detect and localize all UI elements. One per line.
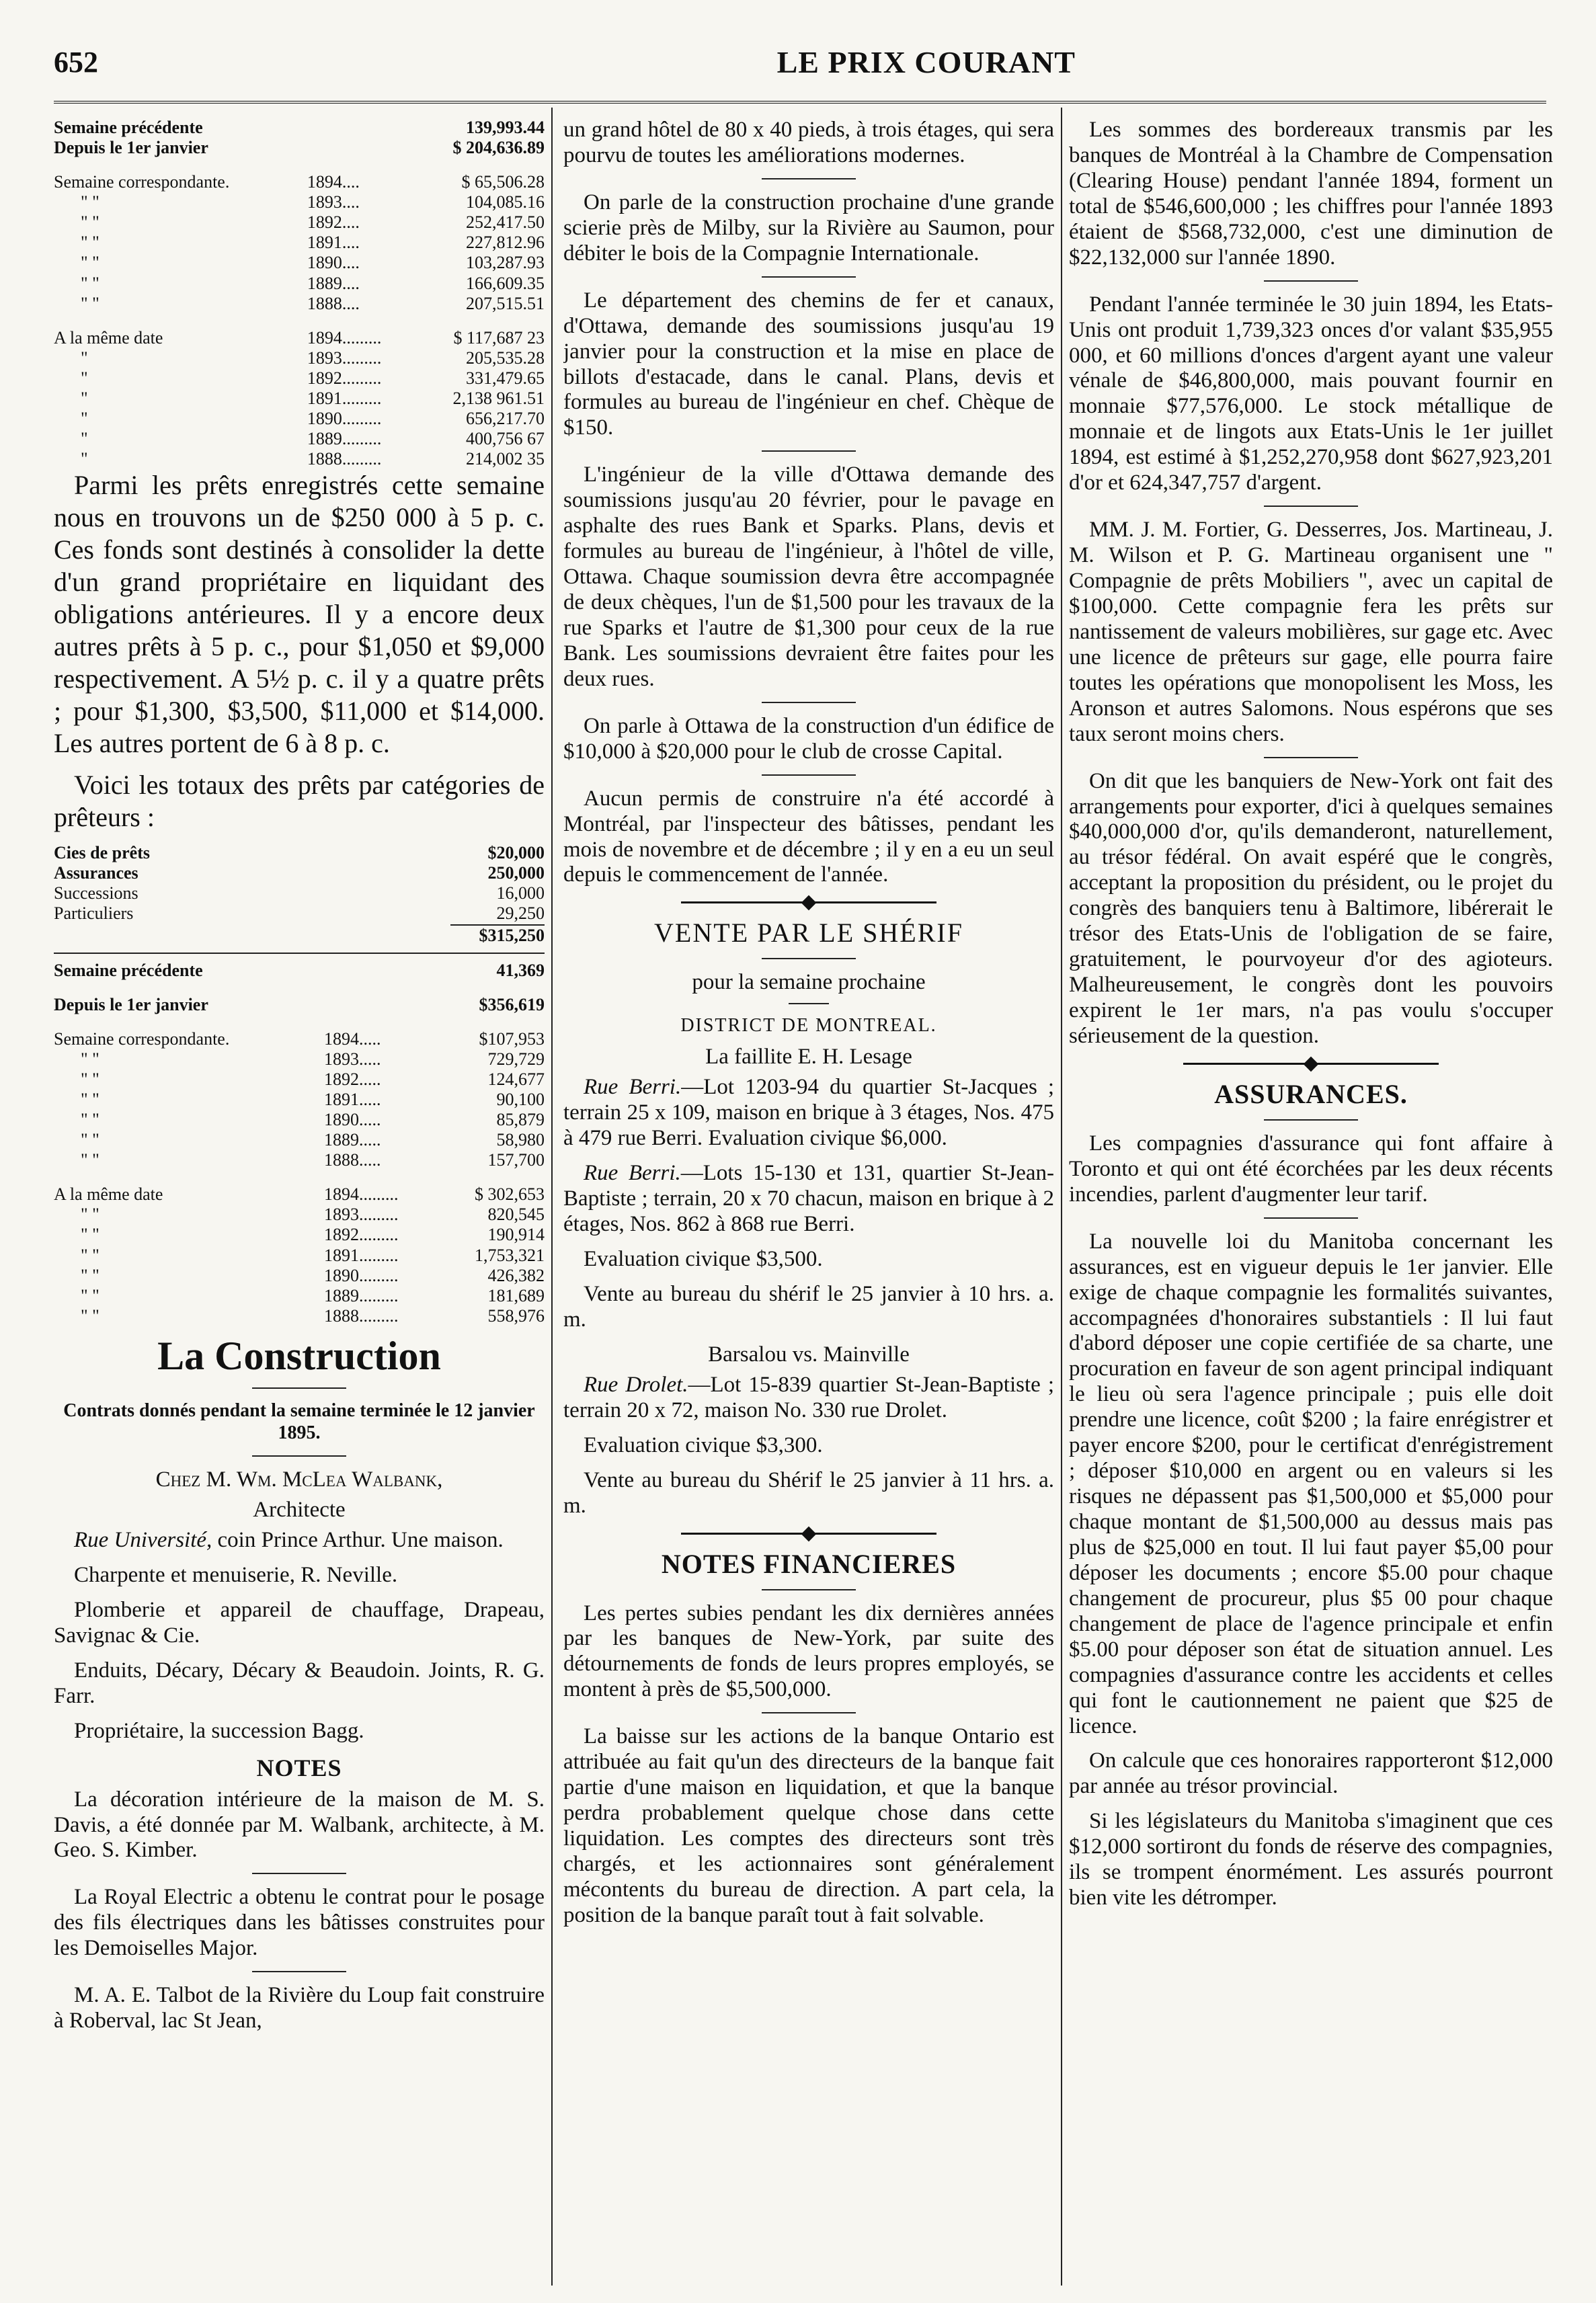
table-row <box>54 389 545 409</box>
rule <box>762 1589 856 1590</box>
row-label: Successions <box>54 883 138 903</box>
sheriff-subtitle: pour la semaine prochaine <box>692 970 926 995</box>
column-1 <box>54 118 545 2279</box>
rule <box>762 450 856 452</box>
table-row <box>54 348 545 368</box>
row-year: 1892..... <box>323 1069 381 1089</box>
row-label: " " <box>81 253 99 273</box>
architect-line: Chez M. Wm. McLea Walbank, <box>155 1467 443 1492</box>
table-row <box>54 1205 545 1225</box>
table-row <box>54 253 545 273</box>
row-year <box>320 961 438 981</box>
rule <box>762 774 856 776</box>
table-row <box>54 1015 545 1049</box>
rule <box>252 1455 346 1457</box>
row-year: 1893......... <box>307 348 382 368</box>
row-label: " " <box>81 192 99 212</box>
street-name: Rue Université, <box>74 1528 212 1552</box>
column-divider <box>1061 108 1062 2286</box>
street-name: Rue Drolet. <box>584 1372 688 1397</box>
row-year <box>303 118 414 138</box>
row-label: " " <box>81 1225 99 1245</box>
row-year: 1889.... <box>307 273 360 293</box>
row-value: 104,085.16 <box>466 192 545 212</box>
table-row <box>54 961 545 981</box>
clearing-table-2 <box>54 961 545 1326</box>
table-row <box>54 903 545 924</box>
row-value: 205,535.28 <box>466 348 545 368</box>
table-row <box>54 1266 545 1286</box>
street-name: Rue Berri. <box>584 1161 681 1186</box>
row-year: 1890..... <box>323 1110 381 1130</box>
row-year: 1888......... <box>307 449 382 469</box>
row-year: 1891......... <box>323 1245 399 1265</box>
row-label: " " <box>81 1089 99 1109</box>
row-label: Depuis le 1er janvier <box>54 994 208 1014</box>
sheriff-title: VENTE PAR LE SHÉRIF <box>654 918 963 948</box>
row-label: " <box>81 368 88 388</box>
row-year: 1892......... <box>307 368 382 388</box>
row-year: 1891.... <box>307 233 360 253</box>
row-value: $ 204,636.89 <box>452 138 545 158</box>
row-year: 1889......... <box>323 1285 399 1305</box>
row-value: 331,479.65 <box>466 368 545 388</box>
rule <box>762 1712 856 1713</box>
row-label: " " <box>81 1265 99 1285</box>
paragraph: Plomberie et appareil de chauffage, Drapeau, Savignac & Cie. <box>54 1597 545 1648</box>
rule <box>252 1387 346 1389</box>
paragraph: La décoration intérieure de la maison de M. S. Davis, a été donnée par M. Walbank, architecte, à M. Geo. S. Kimber. <box>54 1787 545 1863</box>
row-value: 16,000 <box>496 883 545 903</box>
paragraph: Charpente et menuiserie, R. Neville. <box>74 1562 398 1587</box>
table-row <box>54 294 545 314</box>
rule <box>789 1003 829 1004</box>
rule <box>252 1971 346 1972</box>
paragraph: Pendant l'année terminée le 30 juin 1894, les Etats-Unis ont produit 1,739,323 onces d'or valant $35,955 000, et 60 millions d'onces d'argent ayant une valeur vénale de $46,800,000, mais pouvant fournir en monnaie $77,576,000. Le stock métallique de monnaie et de lingots aux Etats-Unis le 1er juillet 1894, est estimé à $1,252,270,958 dont $627,923,201 d'or et 624,347,757 d'argent. <box>1069 292 1553 495</box>
paragraph: Les compagnies d'assurance qui font affaire à Toronto et qui ont été écorchées par les deux récents incendies, parlent d'augmenter leur tarif. <box>1069 1131 1553 1207</box>
row-label: " <box>81 409 88 429</box>
row-value: 181,689 <box>487 1285 545 1305</box>
row-label: " " <box>81 1110 99 1130</box>
rule <box>1264 1119 1358 1121</box>
architect-title: Architecte <box>253 1498 346 1522</box>
column-2 <box>563 118 1054 2279</box>
row-year <box>303 138 414 158</box>
table-row <box>54 368 545 389</box>
row-year: 1890......... <box>307 409 382 429</box>
construction-subhead: Contrats donnés pendant la semaine terminée le 12 janvier 1895. <box>63 1400 535 1444</box>
table-row <box>54 212 545 233</box>
row-year: 1894......... <box>323 1184 399 1205</box>
row-year: 1891..... <box>323 1089 381 1109</box>
street-name: Rue Berri. <box>584 1075 682 1100</box>
construction-title: La Construction <box>157 1333 441 1378</box>
row-label: " " <box>81 1130 99 1150</box>
row-label: Semaine correspondante. <box>54 172 230 192</box>
table-row <box>54 1246 545 1266</box>
row-year: 1892......... <box>323 1225 399 1245</box>
row-year: 1888......... <box>323 1305 399 1326</box>
row-value: 227,812.96 <box>466 233 545 253</box>
notes-title: NOTES <box>256 1754 342 1781</box>
row-value: 2,138 961.51 <box>452 388 545 408</box>
table-row <box>54 1286 545 1306</box>
row-year: 1894......... <box>307 327 382 348</box>
paragraph: Parmi les prêts enregistrés cette semaine nous en trouvons un de $250 000 à 5 p. c. Ces fonds sont destinés à consolider la dette d'un grand propriétaire en liquidant des obligations antérieures. Il y a encore deux autres prêts à 5 p. c., pour $1,050 et $9,000 respectivement. A 5½ p. c. il y a quatre prêts ; pour $1,300, $3,500, $11,000 et $14,000. Les autres portent de 6 à 8 p. c. <box>54 470 545 759</box>
page-number: 652 <box>54 45 98 79</box>
rule <box>762 178 856 179</box>
row-value: 58,980 <box>496 1130 545 1150</box>
paragraph: Evaluation civique $3,300. <box>584 1432 823 1457</box>
table-row <box>54 158 545 192</box>
row-label: Cies de prêts <box>54 843 150 863</box>
paragraph <box>563 1075 1054 1152</box>
row-year: 1893.... <box>307 192 360 212</box>
lot-detail: —Lot 15-839 quartier St-Jean-Baptiste ; terrain 20 x 72, maison No. 330 rue Drolet. <box>563 1372 1054 1422</box>
paragraph: Propriétaire, la succession Bagg. <box>74 1718 364 1743</box>
row-value: $ 302,653 <box>475 1184 545 1205</box>
row-value: 90,100 <box>496 1089 545 1109</box>
row-label: Particuliers <box>54 903 134 924</box>
row-label: " <box>81 348 88 368</box>
row-year: 1890......... <box>323 1265 399 1285</box>
row-label: Depuis le 1er janvier <box>54 138 208 158</box>
rule <box>1264 757 1358 758</box>
row-value: 41,369 <box>496 960 545 980</box>
table-row <box>54 981 545 1015</box>
row-year: 1894.... <box>307 172 360 192</box>
table-row <box>54 138 545 158</box>
row-value: $20,000 <box>487 843 545 863</box>
table-row <box>54 1225 545 1245</box>
row-label: A la même date <box>54 1184 163 1205</box>
row-value: 400,756 67 <box>466 429 545 449</box>
row-label: " <box>81 449 88 469</box>
paragraph: Les pertes subies pendant les dix dernières années par les banques de New-York, par suite des détournements de fonds de leurs propres employés, se montent à près de $5,500,000. <box>563 1601 1054 1702</box>
table-row <box>54 843 545 863</box>
row-value: $ 65,506.28 <box>461 172 545 192</box>
table-row <box>54 274 545 294</box>
table-row <box>54 1150 545 1170</box>
row-label: " <box>81 388 88 408</box>
table-row <box>54 449 545 469</box>
lot-detail: —Lots 15-130 et 131, quartier St-Jean-Baptiste ; terrain, 20 x 70 chacun, maison en brique à 2 étages, Nos. 862 à 868 rue Berri. <box>563 1161 1054 1237</box>
row-value: 139,993.44 <box>466 118 545 137</box>
row-value: 103,287.93 <box>466 253 545 273</box>
row-label: " " <box>81 1285 99 1305</box>
paragraph <box>563 1373 1054 1424</box>
paragraph: Voici les totaux des prêts par catégories de prêteurs : <box>54 770 545 833</box>
clearing-table-1 <box>54 118 545 469</box>
row-label: " " <box>81 1150 99 1170</box>
table-row <box>54 118 545 138</box>
row-value: 426,382 <box>487 1265 545 1285</box>
rule <box>762 276 856 278</box>
row-year: 1889......... <box>307 429 382 449</box>
row-label: Semaine précédente <box>54 118 203 137</box>
row-year: 1893..... <box>323 1049 381 1069</box>
paragraph: On parle à Ottawa de la construction d'un édifice de $10,000 à $20,000 pour le club de crosse Capital. <box>563 713 1054 764</box>
row-year: 1893......... <box>323 1205 399 1225</box>
lenders-table <box>54 843 545 924</box>
paragraph: Evaluation civique $3,500. <box>584 1247 823 1271</box>
row-value: 214,002 35 <box>466 449 545 469</box>
paragraph: La Royal Electric a obtenu le contrat pour le posage des fils électriques dans les bâtisses construites pour les Demoiselles Major. <box>54 1885 545 1961</box>
row-value: 252,417.50 <box>466 212 545 233</box>
paragraph: Enduits, Décary, Décary & Beaudoin. Joints, R. G. Farr. <box>54 1658 545 1708</box>
row-label: " <box>81 429 88 449</box>
table-row <box>54 863 545 883</box>
row-label: " " <box>81 212 99 233</box>
page-header <box>54 35 1546 89</box>
row-label: Semaine correspondante. <box>54 1028 230 1049</box>
row-label: " " <box>81 1305 99 1326</box>
paragraph: MM. J. M. Fortier, G. Desserres, Jos. Martineau, J. M. Wilson et P. G. Martineau organisent une " Compagnie de prêts Mobiliers ", avec un capital de $100,000. Cette compagnie fera les prêts sur nantissement de valeurs mobilières, sur gage etc. Avec une licence de prêteurs sur gage, elle pourra faire toutes les opérations que monopolisent les Moss, les Aronson et autres Salomons. Nous espérons que ses taux seront moins chers. <box>1069 518 1553 746</box>
row-year: 1889..... <box>323 1130 381 1150</box>
row-value: 190,914 <box>487 1225 545 1245</box>
lenders-total: $315,250 <box>450 924 545 946</box>
case-title: Barsalou vs. Mainville <box>708 1342 910 1367</box>
paragraph: Les sommes des bordereaux transmis par les banques de Montréal à la Chambre de Compensation (Clearing House) pendant l'année 1894, forment un total de $546,600,000 ; les chiffres pour l'année 1893 étaient de $568,732,000, c'est une diminution de $22,132,000 sur l'année 1890. <box>1069 118 1553 270</box>
row-label: " " <box>81 1205 99 1225</box>
paragraph: On calcule que ces honoraires rapporteront $12,000 par année au trésor provincial. <box>1069 1748 1553 1799</box>
rule <box>762 958 856 959</box>
row-year: 1891......... <box>307 388 382 408</box>
row-value: 1,753,321 <box>475 1245 545 1265</box>
financial-notes-title: NOTES FINANCIERES <box>661 1548 957 1579</box>
ornament-rule <box>681 901 936 903</box>
row-value: 29,250 <box>496 903 545 924</box>
row-label: " " <box>81 1245 99 1265</box>
rule <box>1264 280 1358 282</box>
table-row <box>54 1110 545 1130</box>
paragraph: Vente au bureau du Shérif le 25 janvier à 11 hrs. a. m. <box>563 1467 1054 1518</box>
table-row <box>54 1069 545 1090</box>
rule <box>252 1873 346 1874</box>
district-label: DISTRICT DE MONTREAL. <box>680 1015 937 1037</box>
row-value: 250,000 <box>487 863 545 883</box>
paragraph: M. A. E. Talbot de la Rivière du Loup fait construire à Roberval, lac St Jean, <box>54 1983 545 2033</box>
paragraph: Vente au bureau du shérif le 25 janvier à 10 hrs. a. m. <box>563 1281 1054 1332</box>
rule <box>54 953 545 954</box>
rule <box>1264 506 1358 507</box>
row-value: 558,976 <box>487 1305 545 1326</box>
row-value: $356,619 <box>479 994 545 1014</box>
table-row <box>54 1130 545 1150</box>
ornament-rule <box>681 1533 936 1535</box>
row-label: " " <box>81 293 99 313</box>
row-value: 656,217.70 <box>466 409 545 429</box>
row-label: " " <box>81 233 99 253</box>
row-label: Assurances <box>54 863 138 883</box>
table-row <box>54 1170 545 1205</box>
loans-article <box>54 469 545 834</box>
ornament-rule <box>1183 1063 1439 1065</box>
insurance-title: ASSURANCES. <box>1214 1078 1408 1109</box>
row-year: 1890.... <box>307 253 360 273</box>
row-value: 157,700 <box>487 1150 545 1170</box>
table-row <box>54 314 545 348</box>
row-year <box>320 981 438 1015</box>
row-value: 729,729 <box>487 1049 545 1069</box>
paragraph: un grand hôtel de 80 x 40 pieds, à trois étages, qui sera pourvu de toutes les améliorations modernes. <box>563 118 1054 167</box>
row-value: 166,609.35 <box>466 273 545 293</box>
row-value: 820,545 <box>487 1205 545 1225</box>
paragraph: On dit que les banquiers de New-York ont fait des arrangements pour exporter, d'ici à quelques semaines $40,000,000 d'or, qu'ils demanderont, naturellement, au trésor fédéral. On avait espéré que le congrès, acceptant la proposition du président, ou le projet du congrès des banquiers tenu à Baltimore, libérerait le trésor des Etats-Unis de l'obligation de se faire, gratuitement, le pourvoyeur d'or des agioteurs. Malheureusement, le congrès dont les pouvoirs expirent le 1er mars, n'a pas voulu s'occuper sérieusement de la question. <box>1069 768 1553 1048</box>
paragraph: On parle de la construction prochaine d'une grande scierie près de Milby, sur la Rivière au Saumon, pour débiter le bois de la Compagnie Internationale. <box>563 190 1054 266</box>
row-year: 1888.... <box>307 293 360 313</box>
paragraph <box>54 1528 545 1553</box>
row-label: " " <box>81 1049 99 1069</box>
row-label: Semaine précédente <box>54 960 203 980</box>
row-value: 207,515.51 <box>466 293 545 313</box>
paragraph <box>563 1161 1054 1238</box>
running-title: LE PRIX COURANT <box>776 44 1076 79</box>
row-year: 1892.... <box>307 212 360 233</box>
paragraph: Si les législateurs du Manitoba s'imaginent que ces $12,000 sortiront du fonds de réserve des compagnies, ils se trompent énormément. Les assurés pourront bien vite les détromper. <box>1069 1809 1553 1910</box>
row-year: 1888..... <box>323 1150 381 1170</box>
table-row <box>54 1049 545 1069</box>
case-title: La faillite E. H. Lesage <box>705 1045 912 1069</box>
paragraph: Le département des chemins de fer et canaux, d'Ottawa, demande des soumissions jusqu'au 19 janvier pour la construction et la mise en place de billots d'estacade, dans le canal. Plans, devis et formules au bureau de l'ingénieur en chef. Chèque de $150. <box>563 288 1054 440</box>
street-detail: coin Prince Arthur. Une maison. <box>212 1528 504 1552</box>
row-year: 1894..... <box>323 1028 381 1049</box>
row-label: " " <box>81 1069 99 1089</box>
rule <box>762 702 856 703</box>
row-label: " " <box>81 273 99 293</box>
table-row <box>54 192 545 212</box>
row-value: $107,953 <box>479 1028 545 1049</box>
table-row <box>54 409 545 429</box>
table-row <box>54 1090 545 1110</box>
table-row <box>54 883 545 903</box>
table-row <box>54 1306 545 1326</box>
row-label: A la même date <box>54 327 163 348</box>
row-value: 124,677 <box>487 1069 545 1089</box>
paragraph: La nouvelle loi du Manitoba concernant les assurances, est en vigueur depuis le 1er janvier. Elle exige de chaque compagnie les formalités suivantes, accompagnées d'honoraires substantiels : Il lui faut d'abord déposer une copie certifiée de sa charte, une procuration en faveur de son agent principal indiquant le lieu où sera l'agence principale ; puis elle doit prendre une licence, coût $200 ; la faire enrégistrer et payer encore $200, pour le certificat d'enrégistrement ; déposer $10,000 en argent ou en valeurs si les risques ne dépassent pas $1,500,000 et $5,000 pour chaque montant de $1,500,000 au dessus mais pas plus de $25,000 en tout. Il lui faut payer $5,00 pour déposer les documents ; encore $5.00 pour chaque changement de procureur, plus $5 00 pour chaque changement de place de l'agence principale et enfin $5.00 pour déposer son état de situation annuel. Les compagnies d'assurance contre les accidents et celles qui font le cautionnement ne paient que $25 de licence. <box>1069 1229 1553 1738</box>
rule <box>1264 1217 1358 1219</box>
column-divider <box>551 108 553 2286</box>
table-row <box>54 429 545 449</box>
header-rule <box>54 101 1546 104</box>
column-3 <box>1069 118 1553 2279</box>
paragraph: L'ingénieur de la ville d'Ottawa demande des soumissions jusqu'au 20 février, pour le pavage en asphalte des rues Bank et Sparks. Plans, devis et formules au bureau de l'ingénieur, à l'hôtel de ville, Ottawa. Chaque soumission devra être accompagnée de deux chèques, l'un de $1,500 pour les travaux de la rue Sparks et l'autre de $1,300 pour ceux de la rue Bank. Les soumissions devraient être faites pour les deux rues. <box>563 462 1054 691</box>
table-row <box>54 233 545 253</box>
paragraph: Aucun permis de construire n'a été accordé à Montréal, par l'inspecteur des bâtisses, pendant les mois de novembre et de décembre ; il y en a eu un seul depuis le commencement de l'année. <box>563 786 1054 887</box>
row-value: $ 117,687 23 <box>453 327 545 348</box>
row-value: 85,879 <box>496 1110 545 1130</box>
lot-detail: —Lot 1203-94 du quartier St-Jacques ; terrain 25 x 109, maison en brique à 3 étages, Nos. 475 à 479 rue Berri. Evaluation civique $6,000. <box>563 1075 1054 1151</box>
paragraph: La baisse sur les actions de la banque Ontario est attribuée au fait qu'un des directeurs de la banque fait partie d'une maison en liquidation, et que la banque perdra probablement quelque chose dans cette liquidation. Les comptes des directeurs sont très chargés, et les actionnaires sont généralement mécontents du bureau de direction. A part cela, la position de la banque paraît tout à fait solvable. <box>563 1724 1054 1927</box>
